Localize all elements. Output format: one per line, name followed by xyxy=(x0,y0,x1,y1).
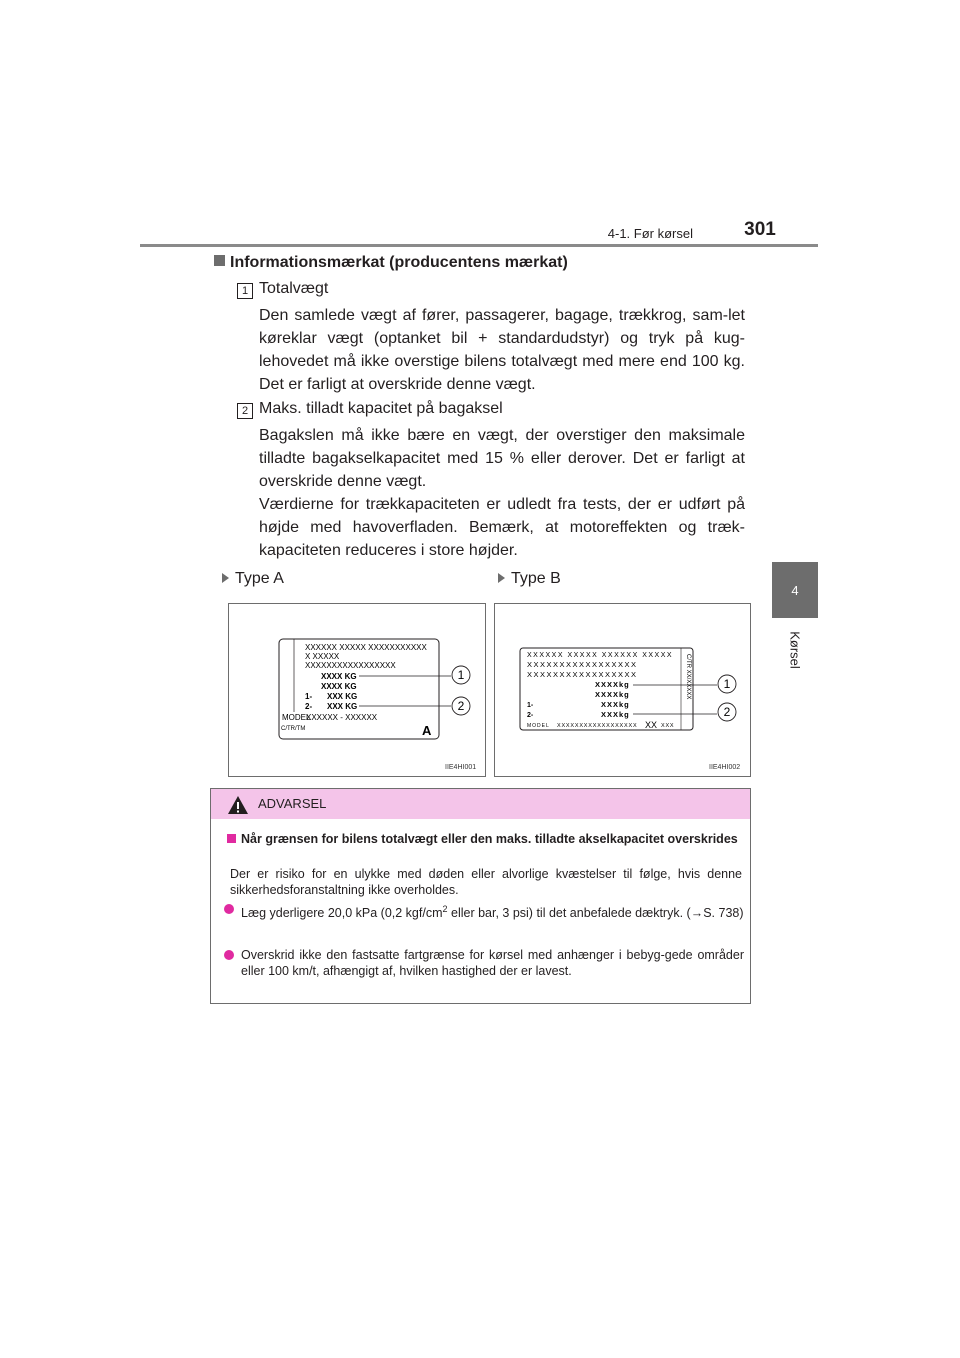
section-title: 4-1. Før kørsel xyxy=(607,226,693,241)
vertical-label-text xyxy=(684,652,691,724)
type-b-label: Type B xyxy=(498,570,561,588)
warning-title: ADVARSEL xyxy=(258,796,327,811)
svg-text:C/TR XX/XXXXX: C/TR XX/XXXXX xyxy=(685,654,691,700)
label-a-line-4: XXXX KG xyxy=(321,672,357,681)
label-a-line-5: XXXX KG xyxy=(321,682,357,691)
header-rule xyxy=(140,244,818,247)
figure-type-b xyxy=(494,603,751,777)
item-title-2: Maks. tilladt kapacitet på bagaksel xyxy=(259,400,503,417)
label-a-line-2: X XXXXX xyxy=(305,652,340,661)
callout-b-1: 1 xyxy=(723,677,731,691)
figure-b-code: IIE4HI002 xyxy=(709,764,741,771)
triangle-icon xyxy=(222,573,229,583)
callout-b-2: 2 xyxy=(723,705,731,719)
label-b-line-1: XXXXXX XXXXX XXXXXX XXXXX xyxy=(527,652,674,659)
chapter-tab: 4 xyxy=(772,562,818,618)
label-b-line-5: XXXXkg xyxy=(595,690,630,699)
label-a-line-9: 2- xyxy=(305,702,313,711)
label-a-line-7: XXX KG xyxy=(327,702,358,711)
item-2-paragraph-1: Bagakslen må ikke bære en vægt, der overstiger den maksimale tilladte bagakselkapacitet med 15 % eller derover. Det er farligt at overskride denne vægt. xyxy=(259,427,745,490)
item-number-2: 2 xyxy=(237,403,253,419)
label-b-line-7: XXXkg xyxy=(601,710,630,719)
label-b-line-4: XXXXkg xyxy=(595,680,630,689)
figure-a-code: IIE4HI001 xyxy=(445,764,477,771)
item-1-paragraph: Den samlede vægt af fører, passagerer, bagage, trækkrog, sam-let køreklar vægt (optanket bil + standardudstyr) og tryk på kug-lehovedet må ikke overstige bilens totalvægt med mere end 100 kg. Det er farligt at overskride denne vægt. xyxy=(259,307,745,393)
label-a-model: MODEL xyxy=(282,713,311,722)
label-b-line-3: XXXXXXXXXXXXXXXXX xyxy=(527,670,638,679)
warning-subheading: Når grænsen for bilens totalvægt eller den maks. tilladte akselkapacitet overskrides xyxy=(227,831,742,847)
label-b-line-9: 2- xyxy=(527,712,534,719)
cj-trim-icon: C/TR/TM xyxy=(281,726,306,732)
warning-triangle-icon xyxy=(227,795,249,815)
section-heading: Informationsmærkat (producentens mærkat) xyxy=(214,254,568,272)
label-b-model: MODEL xyxy=(527,723,550,729)
item-number-1: 1 xyxy=(237,283,253,299)
square-bullet-icon xyxy=(227,834,236,843)
item-title-1: Totalvægt xyxy=(259,280,329,297)
label-a-line-8: 1- xyxy=(305,692,313,701)
label-a-line-3: XXXXXXXXXXXXXXXXX xyxy=(305,661,396,670)
triangle-icon xyxy=(498,573,505,583)
label-b-xx: XX xyxy=(645,720,658,730)
warning-bullet-2: Overskrid ikke den fastsatte fartgrænse for kørsel med anhænger i bebyg-gede områder eller 100 km/t, afhængigt af, hvilken hastighed der er lavest. xyxy=(224,947,744,979)
bullet-dot-icon xyxy=(224,904,234,914)
arrow-ref-icon: → xyxy=(690,906,704,921)
item-2-paragraph-2: Værdierne for trækkapaciteten er udledt fra tests, der er udført på højde med havoverfladen. Bemærk, at motoreffekten og træk-kapaciteten reduceres i store højder. xyxy=(259,496,745,559)
label-b-line-6: XXXkg xyxy=(601,700,630,709)
label-a-letter: A xyxy=(422,723,432,738)
label-b-line-2: XXXXXXXXXXXXXXXXX xyxy=(527,660,638,669)
label-a-model-value: XXXXXX - XXXXXX xyxy=(306,713,378,722)
label-a-illustration xyxy=(229,604,485,776)
callout-a-1: 1 xyxy=(457,668,465,682)
chapter-label: Kørsel xyxy=(787,631,803,669)
warning-box xyxy=(210,788,751,1004)
square-bullet-icon xyxy=(214,255,225,266)
label-b-illustration xyxy=(495,604,750,776)
label-a-line-6: XXX KG xyxy=(327,692,358,701)
figure-type-a xyxy=(228,603,486,777)
label-b-model-value: XXXXXXXXXXXXXXXXXX xyxy=(557,723,638,729)
callout-a-2: 2 xyxy=(457,699,465,713)
label-a-line-1: XXXXXX XXXXX XXXXXXXXXXX xyxy=(305,643,427,652)
type-a-label: Type A xyxy=(222,570,284,588)
warning-header xyxy=(211,789,750,819)
page-reference-link[interactable]: S. 738 xyxy=(703,906,740,921)
page-number: 301 xyxy=(744,219,776,240)
bullet-dot-icon xyxy=(224,950,234,960)
warning-text: Der er risiko for en ulykke med døden eller alvorlige kvæstelser til følge, hvis denne sikkerhedsforanstaltning ikke overholdes. xyxy=(230,867,742,897)
label-b-xxx: XXX xyxy=(661,723,675,729)
warning-bullet-1: Læg yderligere 20,0 kPa (0,2 kgf/$cm^2$ eller bar, 3 psi) til det anbefalede dæktryk. (→S. 738) xyxy=(224,901,744,921)
label-b-line-8: 1- xyxy=(527,702,534,709)
